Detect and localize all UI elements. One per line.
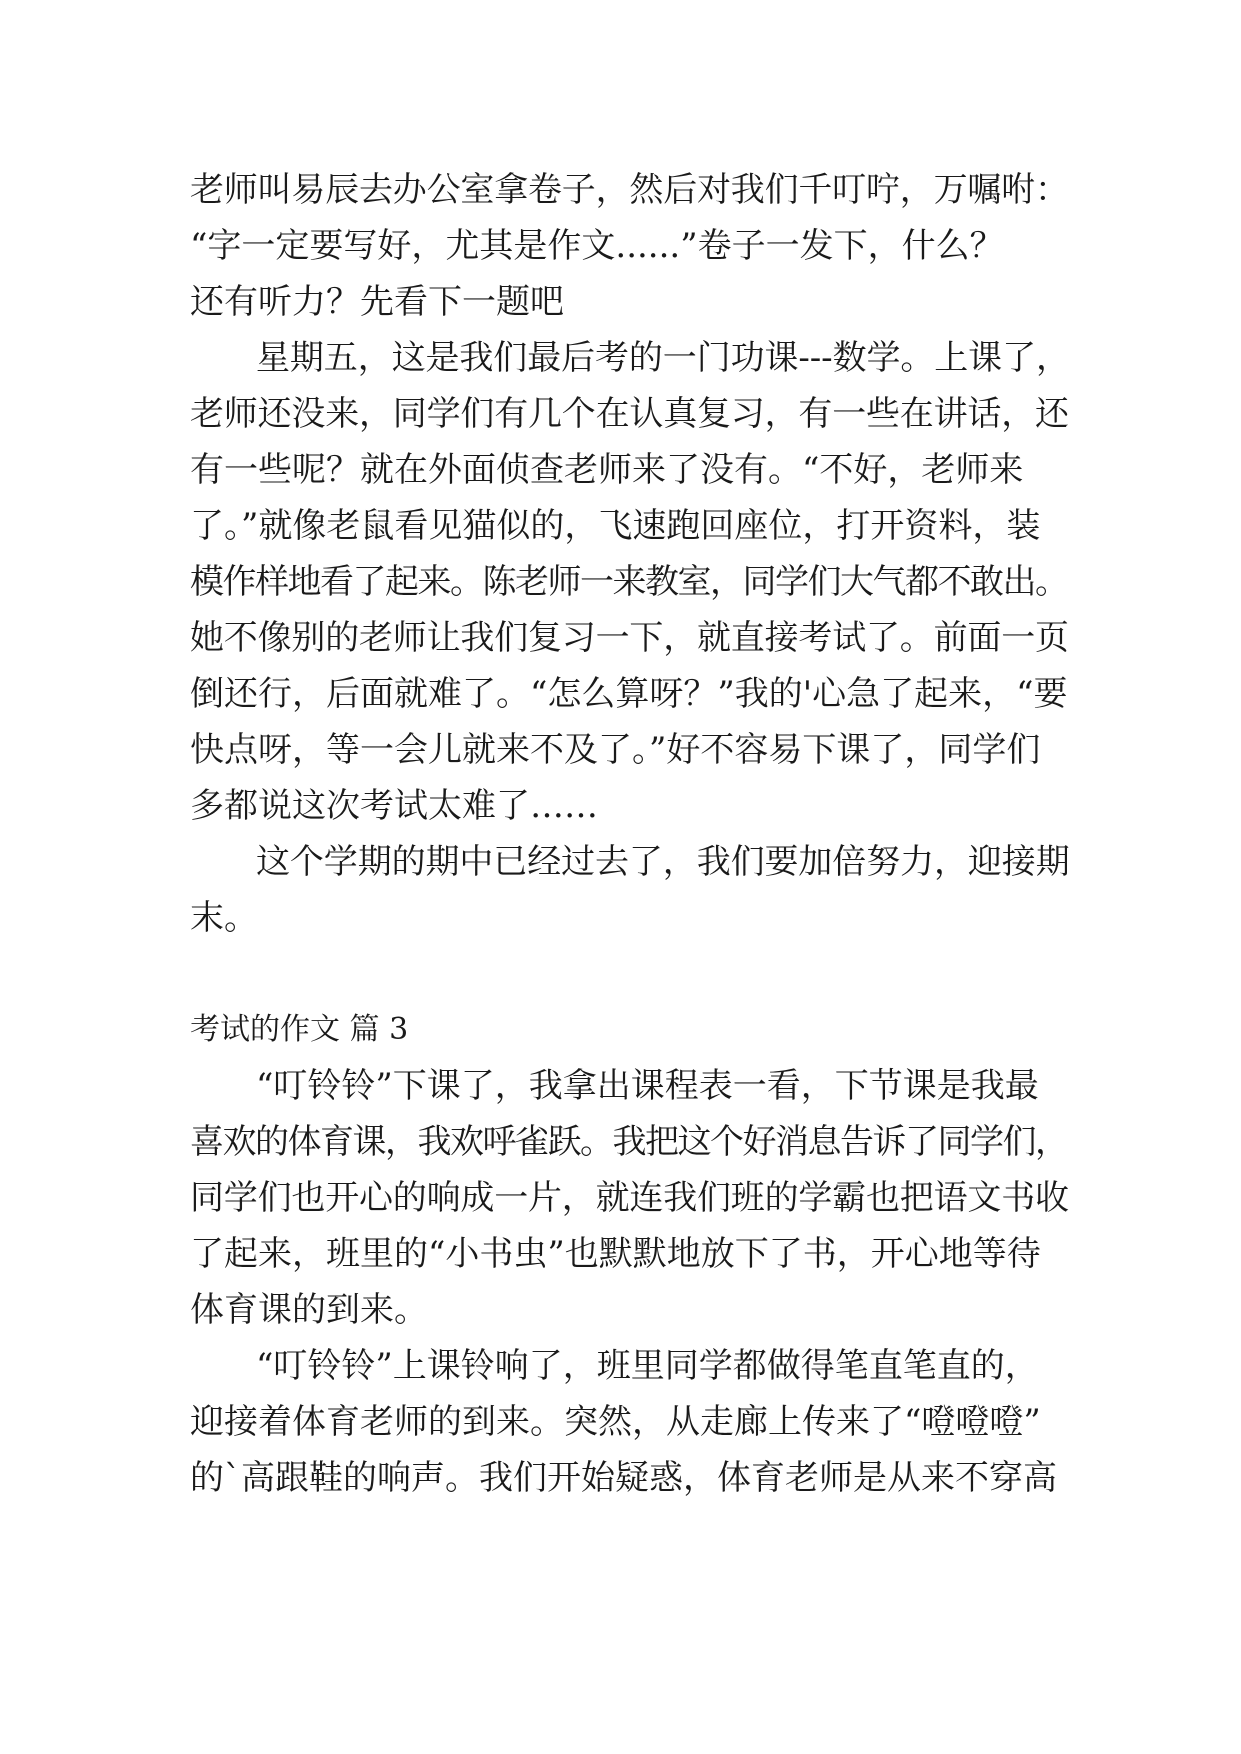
text-line: 她不像别的老师让我们复习一下，就直接考试了。前面一页 xyxy=(190,618,1069,658)
text-line: 迎接着体育老师的到来。突然，从走廊上传来了“噔噔噔” xyxy=(190,1402,1041,1442)
text-line: 了。”就像老鼠看见猫似的，飞速跑回座位，打开资料，装 xyxy=(190,506,1041,546)
text-line: 同学们也开心的响成一片，就连我们班的学霸也把语文书收 xyxy=(190,1178,1069,1218)
text-line: 了起来，班里的“小书虫”也默默地放下了书，开心地等待 xyxy=(190,1234,1041,1274)
text-line: 喜欢的体育课，我欢呼雀跃。我把这个好消息告诉了同学们， xyxy=(190,1122,1068,1162)
text-line: 老师叫易辰去办公室拿卷子，然后对我们千叮咛，万嘱咐： xyxy=(190,170,1069,210)
text-line: 多都说这次考试太难了…… xyxy=(190,786,598,826)
text-line: 还有听力？先看下一题吧 xyxy=(190,282,564,322)
text-line: 老师还没来，同学们有几个在认真复习，有一些在讲话，还 xyxy=(190,394,1069,434)
text-line: 倒还行，后面就难了。“怎么算呀？”我的'心急了起来，“要 xyxy=(190,674,1068,714)
paragraph-start-line: 这个学期的期中已经过去了，我们要加倍努力，迎接期 xyxy=(256,842,1070,882)
text-line: “字一定要写好，尤其是作文......”卷子一发下，什么？ xyxy=(190,226,1004,266)
section-title: 考试的作文 篇 3 xyxy=(190,1012,409,1047)
paragraph-start-line: “叮铃铃”下课了，我拿出课程表一看，下节课是我最 xyxy=(256,1066,1039,1106)
text-line: 末。 xyxy=(190,898,258,938)
text-line: 有一些呢？就在外面侦查老师来了没有。“不好，老师来 xyxy=(190,450,1024,490)
paragraph-start-line: “叮铃铃”上课铃响了，班里同学都做得笔直笔直的， xyxy=(256,1346,1039,1386)
text-line: 模作样地看了起来。陈老师一来教室，同学们大气都不敢出。 xyxy=(190,562,1068,602)
text-line: 的`高跟鞋的响声。我们开始疑惑，体育老师是从来不穿高 xyxy=(190,1458,1057,1498)
text-line: 快点呀，等一会儿就来不及了。”好不容易下课了，同学们 xyxy=(190,730,1041,770)
text-line: 体育课的到来。 xyxy=(190,1290,428,1330)
paragraph-start-line: 星期五，这是我们最后考的一门功课---数学。上课了， xyxy=(256,338,1070,378)
